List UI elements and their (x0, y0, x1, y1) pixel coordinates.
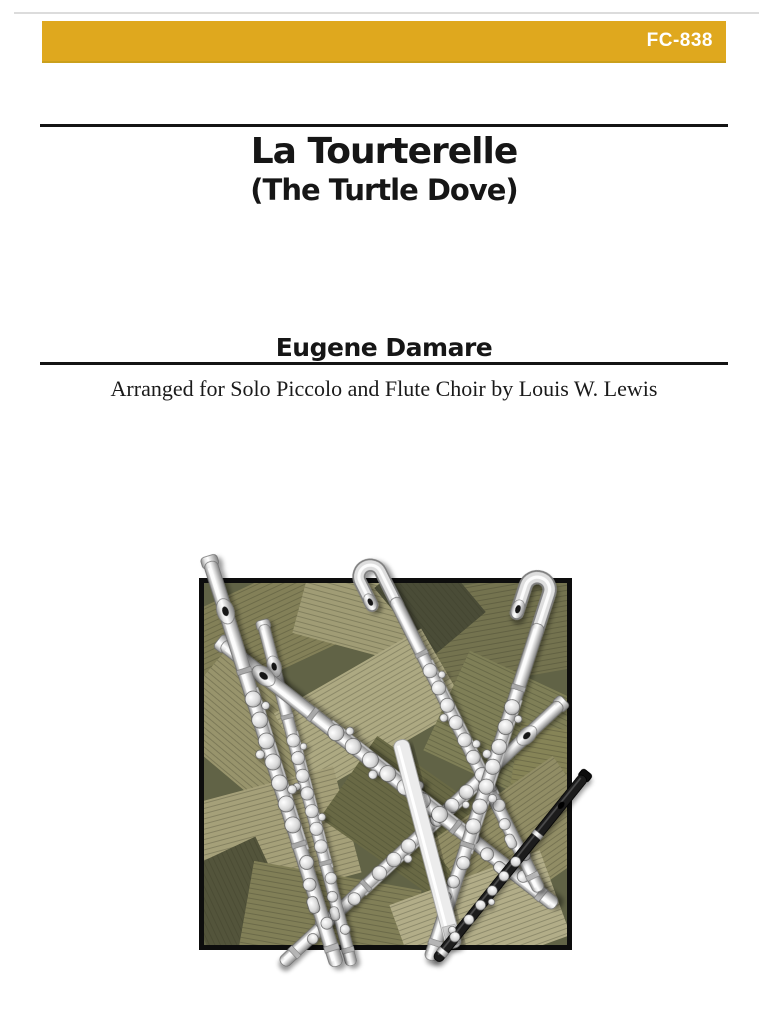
page-top-hairline (14, 12, 759, 14)
page-subtitle: (The Turtle Dove) (250, 173, 518, 207)
composer-rule (40, 362, 728, 365)
arranger-credit: Arranged for Solo Piccolo and Flute Choir by Louis W. Lewis (110, 376, 658, 401)
page-title: La Tourterelle (250, 131, 518, 172)
catalog-number: FC-838 (646, 30, 713, 51)
flute-collage-image (180, 540, 600, 980)
composer-name: Eugene Damare (275, 333, 493, 362)
catalog-banner (42, 21, 726, 63)
title-rule (40, 124, 728, 127)
